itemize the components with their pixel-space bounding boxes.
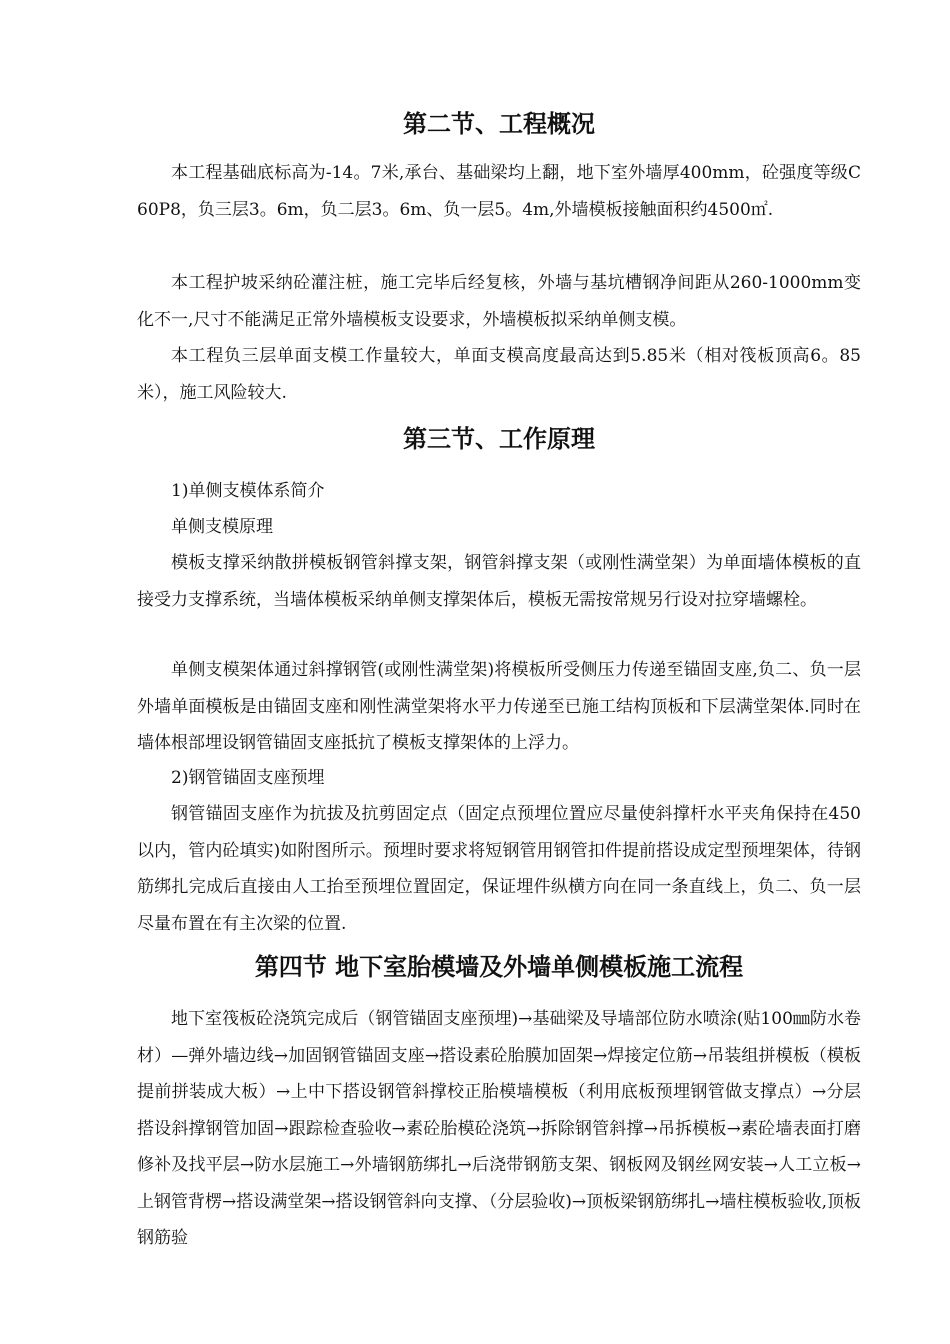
section-heading-overview: 第二节、工程概况 — [403, 110, 595, 138]
paragraph-principle-subtitle-1: 1)单侧支模体系简介 — [171, 481, 325, 501]
paragraph-principle-subtitle-2: 2)钢管锚固支座预埋 — [171, 768, 325, 788]
paragraph-principle-anchor: 钢管锚固支座作为抗拔及抗剪固定点（固定点预埋位置应尽量使斜撑杆水平夹角保持在450以内，管内砼填实)如附图所示。预埋时要求将短钢管用钢管扣件提前搭设成定型预埋架体，待钢筋绑扎完成后直接由人工抬至预埋位置固定，保证埋件纵横方向在同一条直线上，负二、负一层尽量布置在有主次梁的位置. — [137, 804, 861, 934]
section-heading-principle: 第三节、工作原理 — [403, 425, 595, 453]
paragraph-principle-load-transfer: 单侧支模架体通过斜撑钢管(或刚性满堂架)将模板所受侧压力传递至锚固支座,负二、负一层外墙单面模板是由锚固支座和刚性满堂架将水平力传递至已施工结构顶板和下层满堂架体.同时在墙体根部埋设钢管锚固支座抵抗了模板支撑架体的上浮力。 — [137, 660, 861, 753]
paragraph-process-flow: 地下室筏板砼浇筑完成后（钢管锚固支座预埋)→基础梁及导墙部位防水喷涂(贴100㎜防水卷材）—弹外墙边线→加固钢管锚固支座→搭设素砼胎膜加固架→焊接定位筋→吊装组拼模板（模板提前拼装成大板）→上中下搭设钢管斜撑校正胎模墙模板（利用底板预埋钢管做支撑点）→分层搭设斜撑钢管加固→跟踪检查验收→素砼胎模砼浇筑→拆除钢管斜撑→吊拆模板→素砼墙表面打磨修补及找平层→防水层施工→外墙钢筋绑扎→后浇带钢筋支架、钢板网及钢丝网安装→人工立板→上钢管背楞→搭设满堂架→搭设钢管斜向支撑、（分层验收)→顶板梁钢筋绑扎→墙柱模板验收,顶板钢筋验 — [137, 1009, 861, 1248]
paragraph-overview-slope-protection: 本工程护坡采纳砼灌注桩，施工完毕后经复核，外墙与基坑槽钢净间距从260-1000mm变化不一,尺寸不能满足正常外墙模板支设要求，外墙模板拟采纳单侧支模。 — [137, 273, 861, 330]
section-heading-process: 第四节 地下室胎模墙及外墙单侧模板施工流程 — [254, 953, 744, 981]
paragraph-principle-single-side: 单侧支模原理 — [171, 517, 273, 537]
paragraph-overview-risk: 本工程负三层单面支模工作量较大，单面支模高度最高达到5.85米（相对筏板顶高6。85米），施工风险较大. — [137, 346, 861, 403]
paragraph-principle-support: 模板支撑采纳散拼模板钢管斜撑支架，钢管斜撑支架（或刚性满堂架）为单面墙体模板的直接受力支撑系统，当墙体模板采纳单侧支撑架体后，模板无需按常规另行设对拉穿墙螺栓。 — [137, 553, 861, 610]
paragraph-overview-elevation: 本工程基础底标高为-14。7米,承台、基础梁均上翻，地下室外墙厚400mm，砼强度等级C60P8，负三层3。6m，负二层3。6m、负一层5。4m,外墙模板接触面积约4500㎡. — [137, 163, 861, 220]
